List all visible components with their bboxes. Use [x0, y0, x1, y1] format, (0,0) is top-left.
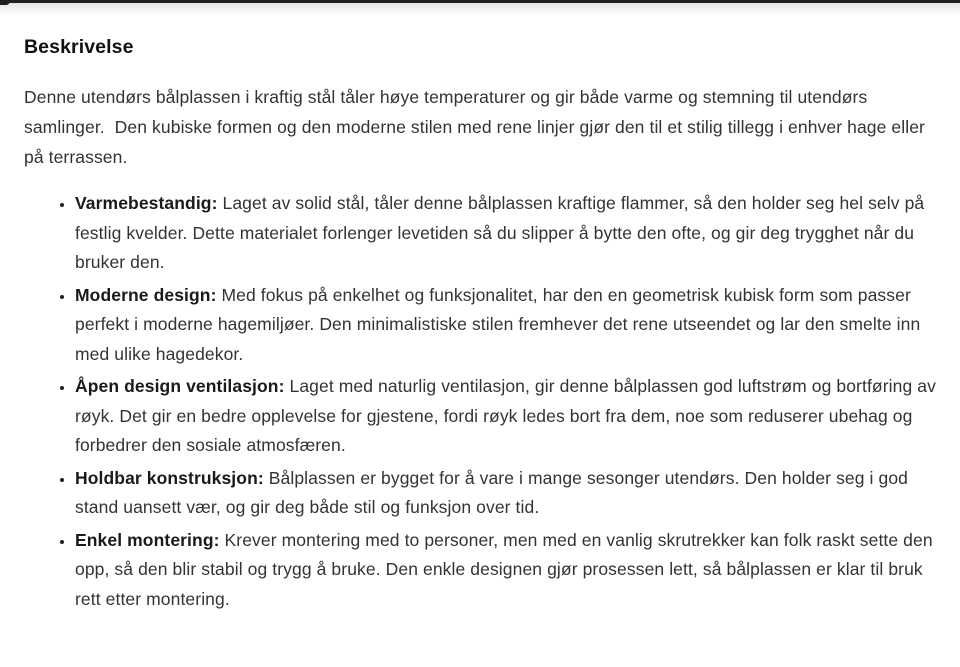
feature-text: Krever montering med to personer, men med en vanlig skrutrekker kan folk raskt sette den opp, så den blir stabil og trygg å bruke. Den enkle designen gjør prosessen lett, så bålplassen er klar til bruk rett etter montering. [75, 529, 933, 609]
feature-label: Holdbar konstruksjon: [75, 467, 264, 488]
section-heading: Beskrivelse [24, 36, 134, 58]
list-item [75, 372, 946, 461]
feature-text: Bålplassen er bygget for å vare i mange sesonger utendørs. Den holder seg i god stand uansett vær, og gir deg både stil og funksjon over tid. [75, 467, 908, 517]
feature-text: Laget av solid stål, tåler denne bålplassen kraftige flammer, så den holder seg hel selv på festlig kvelder. Dette materialet forlenger levetiden så du slipper å bytte den ofte, og gir deg trygghet når du bruker den. [75, 193, 925, 272]
feature-list [24, 189, 946, 614]
feature-label: Åpen design ventilasjon: [75, 376, 285, 396]
feature-label: Varmebestandig: [75, 193, 218, 213]
list-item [75, 464, 946, 523]
list-item [75, 281, 946, 370]
feature-text: Med fokus på enkelhet og funksjonalitet, har den en geometrisk kubisk form som passer perfekt i moderne hagemiljøer. Den minimalistiske stilen fremhever det rene utseendet og lar den smelte inn med ulike hagedekor. [75, 284, 921, 364]
feature-label: Enkel montering: [75, 529, 220, 550]
feature-text: Laget med naturlig ventilasjon, gir denne bålplassen god luftstrøm og bortføring av røyk. Det gir en bedre opplevelse for gjestene, fordi røyk ledes bort fra dem, noe som reduserer ubehag og forbedrer den sosiale atmosfæren. [75, 376, 936, 455]
list-item [75, 189, 946, 278]
list-item [75, 526, 946, 615]
intro-paragraph: Denne utendørs bålplassen i kraftig stål tåler høye temperaturer og gir både varme og stemning til utendørs samlinger. Den kubiske formen og den moderne stilen med rene linjer gjør den til et stilig tillegg i enhver hage eller på terrassen. [24, 87, 930, 167]
feature-label: Moderne design: [75, 284, 217, 305]
